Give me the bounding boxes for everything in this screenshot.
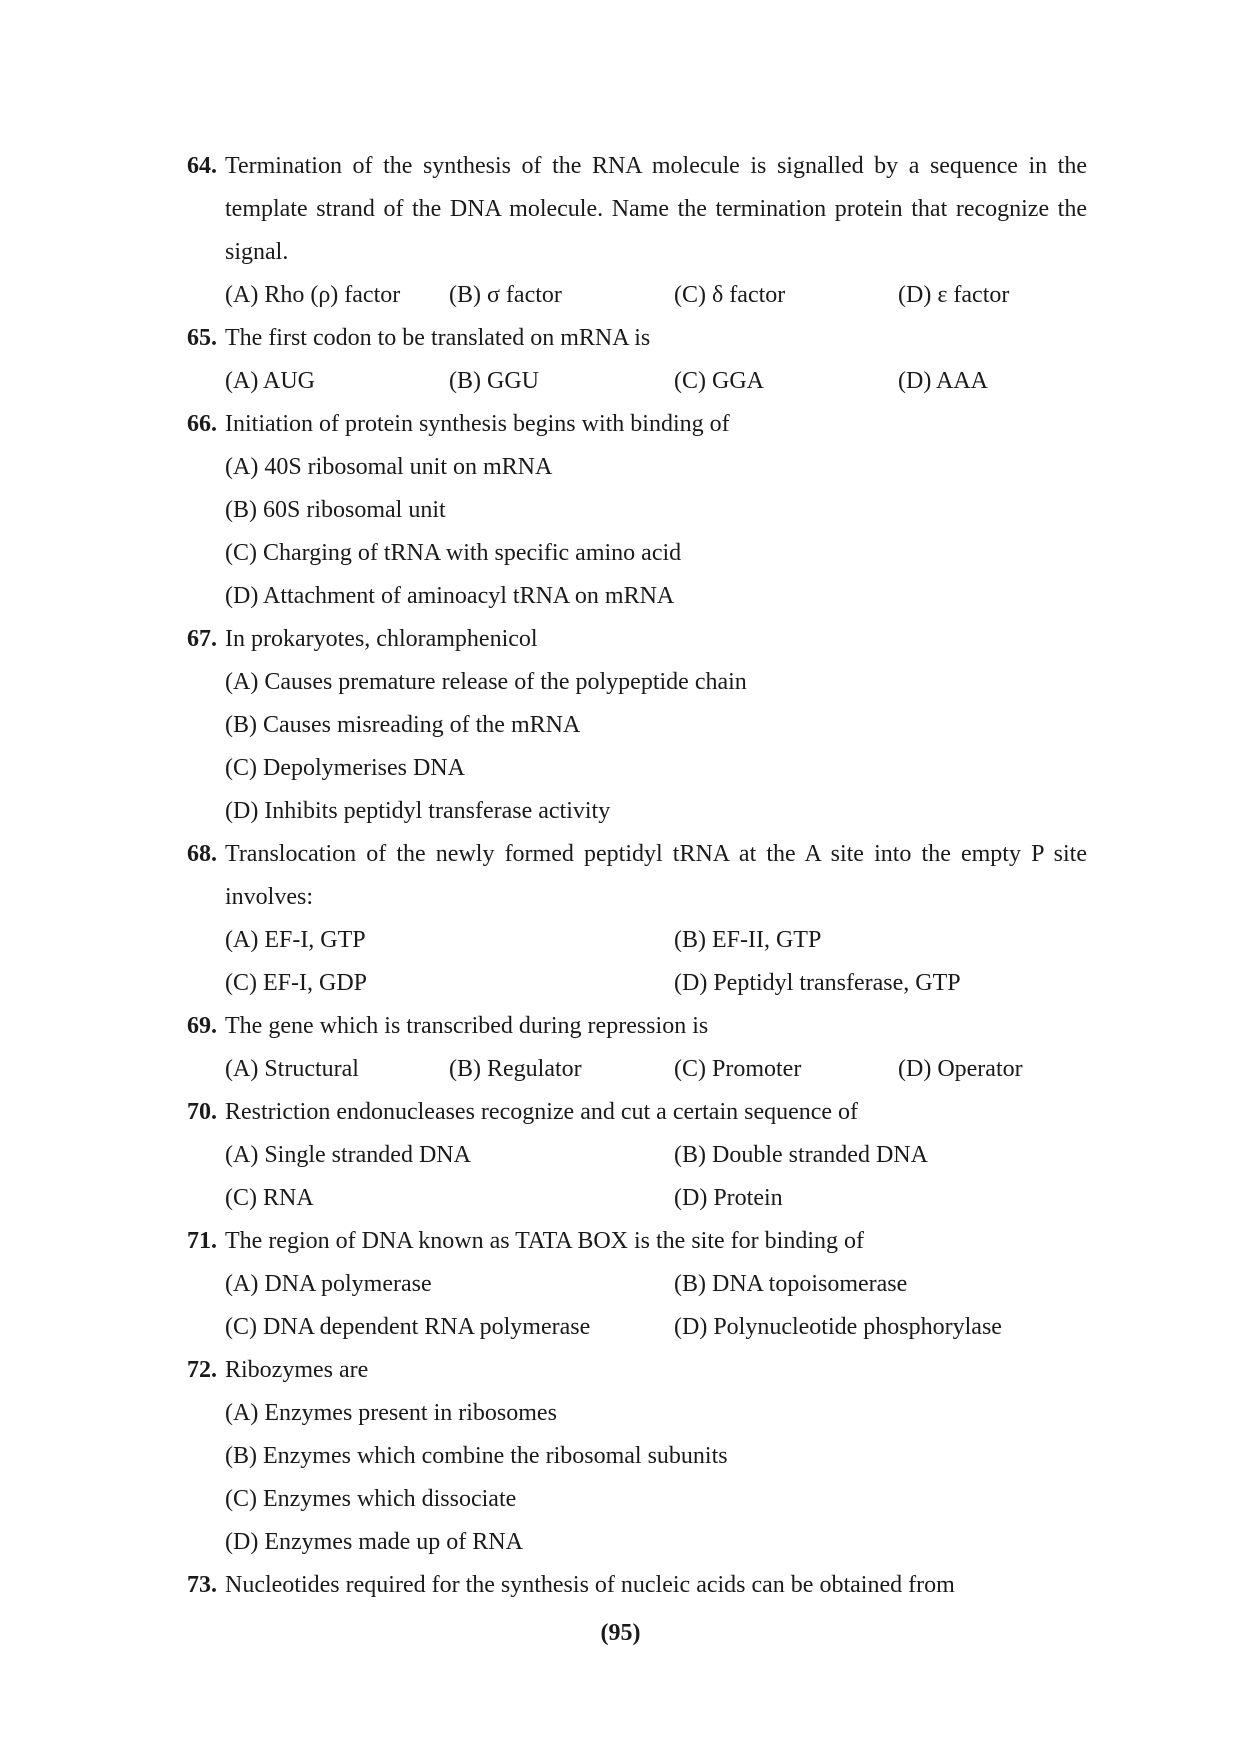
option-d: (D) AAA [898,368,988,394]
question-text: In prokaryotes, chloramphenicol [225,626,538,652]
question-stem-line [187,1349,1087,1392]
option-b: (B) Double stranded DNA [674,1142,928,1168]
option-d: (D) Inhibits peptidyl transferase activity [225,798,611,824]
question-number: 73. [187,1572,217,1598]
question-64 [187,145,1087,317]
option-b: (B) EF-II, GTP [674,927,822,953]
option-b: (B) Regulator [449,1056,582,1082]
option-b: (B) GGU [449,368,539,394]
option-row [187,274,1087,317]
option-d: (D) ε factor [898,282,1010,308]
question-number: 65. [187,325,217,351]
option-c: (C) EF-I, GDP [225,970,367,996]
question-stem-line [187,403,1087,446]
question-text: Restriction endonucleases recognize and cut a certain sequence of [225,1099,859,1125]
question-number: 69. [187,1013,217,1039]
option-c: (C) δ factor [674,282,786,308]
question-73 [187,1564,1087,1607]
option-row [187,1306,1087,1349]
option-row [187,1048,1087,1091]
option-a: (A) Single stranded DNA [225,1142,471,1168]
question-68 [187,833,1087,1005]
option-c: (C) Charging of tRNA with specific amino acid [225,540,682,566]
option-c: (C) DNA dependent RNA polymerase [225,1314,591,1340]
question-number: 64. [187,153,217,179]
question-stem-line [187,1220,1087,1263]
question-number: 72. [187,1357,217,1383]
page-number: (95) [600,1620,641,1646]
question-number: 68. [187,841,217,867]
option-row [187,360,1087,403]
option-b: (B) 60S ribosomal unit [225,497,446,523]
question-text: Translocation of the newly formed peptidyl tRNA at the A site into the empty P site [225,841,1087,867]
option-a: (A) AUG [225,368,315,394]
option-b: (B) Causes misreading of the mRNA [225,712,581,738]
option-b: (B) DNA topoisomerase [674,1271,908,1297]
question-69 [187,1005,1087,1091]
option-c: (C) GGA [674,368,764,394]
question-text: template strand of the DNA molecule. Name the termination protein that recognize the [225,196,1087,222]
option-c: (C) Enzymes which dissociate [225,1486,517,1512]
option-d: (D) Attachment of aminoacyl tRNA on mRNA [225,583,675,609]
question-number: 71. [187,1228,217,1254]
question-stem-line [187,618,1087,661]
option-d: (D) Peptidyl transferase, GTP [674,970,961,996]
question-70 [187,1091,1087,1220]
question-number: 67. [187,626,217,652]
question-stem-line [187,1005,1087,1048]
option-row [187,919,1087,962]
question-72 [187,1349,1087,1564]
question-67 [187,618,1087,833]
option-d: (D) Protein [674,1185,783,1211]
question-stem-line [187,1564,1087,1607]
option-a: (A) 40S ribosomal unit on mRNA [225,454,553,480]
option-a: (A) Structural [225,1056,359,1082]
question-list [187,145,1087,1607]
option-b: (B) σ factor [449,282,562,308]
question-stem-line [187,188,1087,231]
question-text: The gene which is transcribed during repression is [225,1013,709,1039]
question-text: The region of DNA known as TATA BOX is the site for binding of [225,1228,864,1254]
option-c: (C) RNA [225,1185,314,1211]
question-stem-line [187,1091,1087,1134]
option-c: (C) Promoter [674,1056,802,1082]
question-stem-line [187,145,1087,188]
question-text: signal. [225,239,289,265]
option-d: (D) Enzymes made up of RNA [225,1529,523,1555]
question-text: The first codon to be translated on mRNA is [225,325,651,351]
question-text: Initiation of protein synthesis begins with binding of [225,411,730,437]
option-row [187,1177,1087,1220]
question-stem-line [187,317,1087,360]
question-stem-line [187,833,1087,876]
option-row [187,962,1087,1005]
option-row [187,1263,1087,1306]
question-text: Nucleotides required for the synthesis of nucleic acids can be obtained from [225,1572,955,1598]
option-d: (D) Polynucleotide phosphorylase [674,1314,1002,1340]
question-number: 70. [187,1099,217,1125]
question-text: Ribozymes are [225,1357,369,1383]
option-b: (B) Enzymes which combine the ribosomal subunits [225,1443,728,1469]
option-a: (A) Causes premature release of the polypeptide chain [225,669,747,695]
option-a: (A) Rho (ρ) factor [225,282,401,308]
question-number: 66. [187,411,217,437]
question-65 [187,317,1087,403]
option-c: (C) Depolymerises DNA [225,755,465,781]
option-d: (D) Operator [898,1056,1023,1082]
question-71 [187,1220,1087,1349]
question-text: Termination of the synthesis of the RNA molecule is signalled by a sequence in the [225,153,1087,179]
option-a: (A) EF-I, GTP [225,927,366,953]
option-a: (A) Enzymes present in ribosomes [225,1400,557,1426]
option-row [187,1134,1087,1177]
option-a: (A) DNA polymerase [225,1271,432,1297]
question-66 [187,403,1087,618]
question-text: involves: [225,884,313,910]
